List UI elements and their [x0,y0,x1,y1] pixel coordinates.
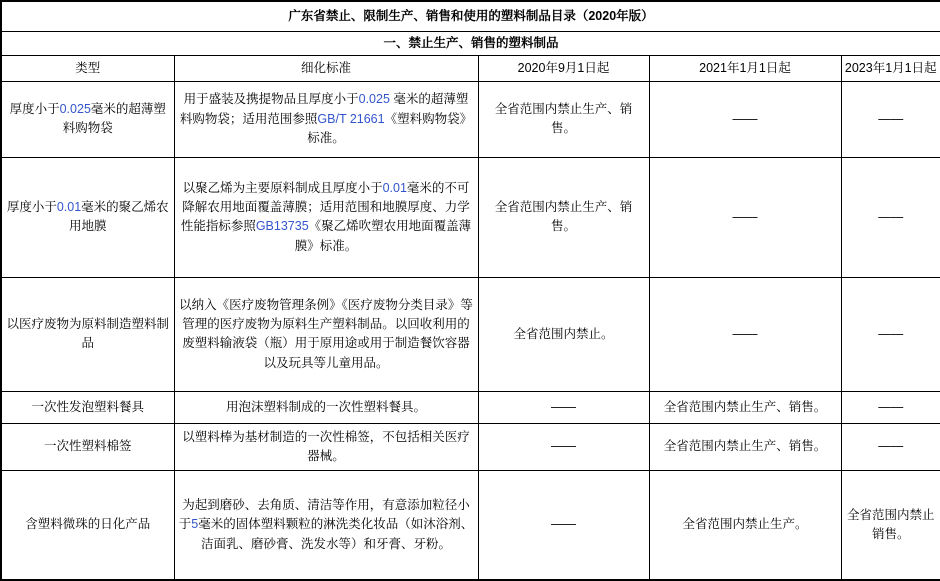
highlighted-number: 0.01 [382,180,407,195]
column-header-standard: 细化标准 [174,55,478,81]
text-segment: 含塑料微珠的日化产品 [25,517,151,532]
text-segment: 厚度小于 [6,200,57,214]
column-header-from-2023-01: 2023年1月1日起 [841,55,940,81]
cell-from-2020-09: —— [478,470,649,580]
highlighted-number: 0.025 [358,92,390,107]
text-segment: 毫米的聚乙烯农用地膜 [68,200,169,234]
cell-type [1,391,174,423]
column-header-from-2020-09: 2020年9月1日起 [478,55,649,81]
section-row [1,31,940,55]
table-row [1,391,940,423]
cell-from-2020-09: —— [478,423,649,470]
cell-type [1,277,174,391]
cell-standard [174,391,478,423]
column-header-from-2021-01: 2021年1月1日起 [649,55,841,81]
cell-from-2021-01: —— [649,277,841,391]
cell-standard [174,470,478,580]
text-segment: 以医疗废物为原料制造塑料制品 [6,317,169,351]
text-segment: 厚度小于 [9,102,60,116]
highlighted-number: 0.025 [59,102,91,116]
text-segment: 一次性塑料棉签 [43,439,132,454]
cell-from-2021-01: 全省范围内禁止生产。 [649,470,841,580]
cell-type [1,470,174,580]
cell-from-2023-01: —— [841,423,940,470]
cell-from-2021-01: —— [649,81,841,157]
highlighted-number: GB13735 [255,219,309,234]
cell-from-2023-01: —— [841,157,940,277]
text-segment: 用于盛装及携提物品且厚度小于 [183,92,359,107]
table-row [1,470,940,580]
cell-from-2023-01: 全省范围内禁止销售。 [841,470,940,580]
cell-standard [174,81,478,157]
highlighted-number: 0.01 [56,200,82,214]
cell-from-2020-09: 全省范围内禁止生产、销售。 [478,81,649,157]
cell-from-2020-09: 全省范围内禁止生产、销售。 [478,157,649,277]
page-title: 广东省禁止、限制生产、销售和使用的塑料制品目录（2020年版） [1,1,940,31]
column-header-type: 类型 [1,55,174,81]
text-segment: 以聚乙烯为主要原料制成且厚度小于 [182,180,383,195]
cell-from-2020-09: 全省范围内禁止。 [478,277,649,391]
text-segment: 毫米的超薄塑料购物袋 [62,102,166,136]
cell-from-2021-01: 全省范围内禁止生产、销售。 [649,423,841,470]
cell-standard [174,277,478,391]
title-row [1,1,940,31]
highlighted-number: GB/T 21661 [317,111,385,126]
cell-type [1,157,174,277]
text-segment: 毫米的固体塑料颗粒的淋洗类化妆品（如沐浴剂、洁面乳、磨砂膏、洗发水等）和牙膏、牙粉。 [198,517,474,551]
text-segment: 用泡沫塑料制成的一次性塑料餐具。 [225,399,426,414]
table-row [1,277,940,391]
table-row [1,157,940,277]
table-row [1,81,940,157]
cell-from-2020-09: —— [478,391,649,423]
cell-type [1,81,174,157]
section-heading: 一、禁止生产、销售的塑料制品 [1,31,940,55]
cell-standard [174,157,478,277]
table-row [1,423,940,470]
highlighted-number: 5 [191,517,199,532]
text-segment: 《塑料购物袋》标准。 [307,111,473,146]
cell-from-2023-01: —— [841,277,940,391]
cell-from-2023-01: —— [841,81,940,157]
cell-from-2021-01: —— [649,157,841,277]
text-segment: 以纳入《医疗废物管理条例》《医疗废物分类目录》等管理的医疗废物为原料生产塑料制品。以回收利用的废塑料输液袋（瓶）用于原用途或用于制造餐饮容器以及玩具等儿童用品。 [179,297,473,370]
table-header-row [1,55,940,81]
cell-type [1,423,174,470]
cell-from-2023-01: —— [841,391,940,423]
text-segment: 以塑料棒为基材制造的一次性棉签，不包括相关医疗器械。 [182,429,470,463]
text-segment: 毫米的超薄塑料购物袋；适用范围参照 [179,92,469,126]
text-segment: 为起到磨砂、去角质、清洁等作用，有意添加粒径小于 [178,498,470,532]
text-segment: 毫米的不可降解农用地面覆盖薄膜；适用范围和地膜厚度、力学性能指标参照 [180,180,470,234]
cell-from-2021-01: 全省范围内禁止生产、销售。 [649,391,841,423]
cell-standard [174,423,478,470]
text-segment: 《聚乙烯吹塑农用地面覆盖薄膜》标准。 [294,219,472,253]
text-segment: 一次性发泡塑料餐具 [31,399,144,414]
